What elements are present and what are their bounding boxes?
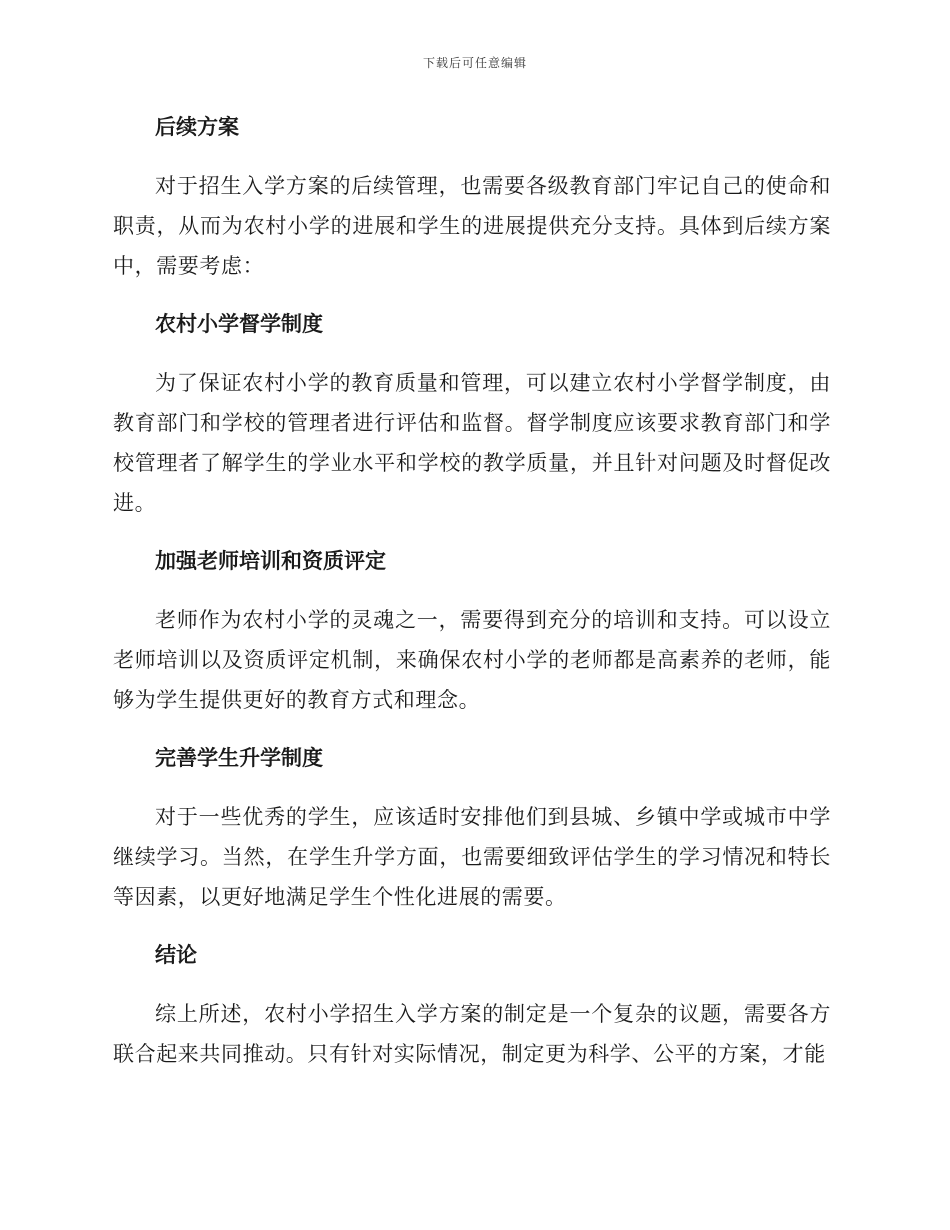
section-paragraph-conclusion: 综上所述，农村小学招生入学方案的制定是一个复杂的议题，需要各方联合起来共同推动。只有针对实际情况，制定更为科学、公平的方案，才能 xyxy=(113,1002,831,1066)
section-paragraph-student-advancement: 对于一些优秀的学生，应该适时安排他们到县城、乡镇中学或城市中学继续学习。当然，在学生升学方面，也需要细致评估学生的学习情况和特长等因素，以更好地满足学生个性化进展的需要。 xyxy=(113,805,831,909)
section-heading-conclusion: 结论 xyxy=(155,943,197,967)
header-note: 下载后可任意编辑 xyxy=(422,56,527,70)
document-body xyxy=(113,111,831,1074)
section-heading-teacher-training: 加强老师培训和资质评定 xyxy=(155,549,386,573)
section-heading-student-advancement: 完善学生升学制度 xyxy=(155,746,323,770)
section-paragraph-school-supervision: 为了保证农村小学的教育质量和管理，可以建立农村小学督学制度，由教育部门和学校的管理者进行评估和监督。督学制度应该要求教育部门和学校管理者了解学生的学业水平和学校的教学质量，并且针对问题及时督促改进。 xyxy=(113,371,831,515)
section-heading-follow-up-plan: 后续方案 xyxy=(155,115,239,139)
section-heading-school-supervision: 农村小学督学制度 xyxy=(155,312,323,336)
section-paragraph-follow-up-plan: 对于招生入学方案的后续管理，也需要各级教育部门牢记自己的使命和职责，从而为农村小学的进展和学生的进展提供充分支持。具体到后续方案中，需要考虑： xyxy=(113,174,831,278)
section-paragraph-teacher-training: 老师作为农村小学的灵魂之一，需要得到充分的培训和支持。可以设立老师培训以及资质评定机制，来确保农村小学的老师都是高素养的老师，能够为学生提供更好的教育方式和理念。 xyxy=(113,608,831,712)
